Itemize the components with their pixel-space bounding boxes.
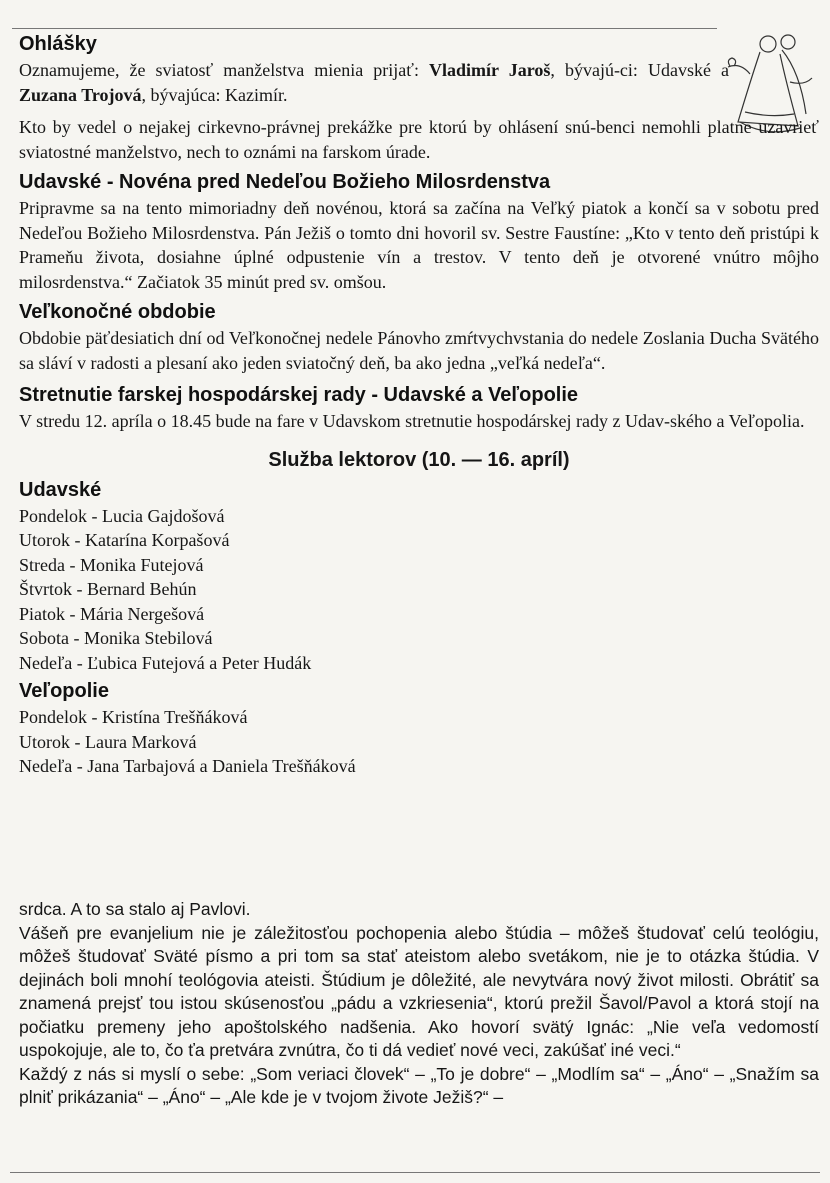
council-title: Stretnutie farskej hospodárskej rady - Udavské a Veľopolie xyxy=(19,384,579,406)
udavske-lectors-title: Udavské xyxy=(19,478,102,501)
announcements-title: Ohlášky xyxy=(19,33,97,55)
bride-name: Zuzana Trojová xyxy=(19,84,142,105)
article-paragraph-3: Každý z nás si myslí o sebe: „Som veriaci človek“ – „To je dobre“ – „Modlím sa“ – „Áno“ – „Snažím sa plniť prikázania“ – „Áno“ – „Ale kde je v tvojom živote Ježiš?“ – xyxy=(19,1063,819,1107)
lector-item: Streda - Monika Futejová xyxy=(19,554,204,575)
article-paragraph-2: Vášeň pre evanjelium nie je záležitosťou pochopenia alebo štúdia – môžeš študovať celú teológiu, môžeš študovať Sväté písmo a pri tom sa stať ateistom alebo svetákom, nie je to otázka štúdia. V dejinách boli mnohí teológovia ateisti. Štúdium je dôležité, ale nevytvára nový život milosti. Obrátiť sa znamená prejsť tou istou skúsenosťou „pádu a vzkriesenia“, ktorú prežil Šavol/Pavol a ktorá stojí na počiatku premeny jeho apoštolského nadšenia. Ako hovorí svätý Ignác: „Nie veľa vedomostí uspokojuje, ale to, čo ťa pretvára zvnútra, čo ti dá vedieť nové veci, zakúšať iné veci.“ xyxy=(19,922,819,1060)
novena-paragraph: Pripravme sa na tento mimoriadny deň novénou, ktorá sa začína na Veľký piatok a končí sa v sobotu pred Nedeľou Božieho Milosrdenstva. Pán Ježiš o tomto dni hovoril sv. Sestre Faustíne: „Kto v tento deň pristúpi k Prameňu života, dosiahne úplné odpustenie vín a trestov. V tento deň je otvorené vnútro môjho milosrdenstva.“ Začiatok 35 minút pred sv. omšou. xyxy=(19,198,819,292)
announcement-text-start: Oznamujeme, že sviatosť manželstva mienia prijať: xyxy=(19,60,430,80)
announcements-content xyxy=(19,30,819,779)
lector-item: Nedeľa - Ľubica Futejová a Peter Hudák xyxy=(19,652,312,673)
lectors-title: Služba lektorov (10. — 16. apríl) xyxy=(268,448,570,471)
lector-item: Utorok - Katarína Korpašová xyxy=(19,530,230,550)
council-paragraph: V stredu 12. apríla o 18.45 bude na fare v Udavskom stretnutie hospodárskej rady z Udav-ského a Veľopolia. xyxy=(19,411,805,431)
lector-item: Nedeľa - Jana Tarbajová a Daniela Trešňáková xyxy=(19,756,356,776)
groom-name: Vladimír Jaroš xyxy=(429,60,551,80)
impediment-paragraph: Kto by vedel o nejakej cirkevno-právnej prekážke pre ktorú by ohlásení snú-benci nemohli platne uzavrieť sviatostné manželstvo, nech to oznámi na farskom úrade. xyxy=(19,117,819,162)
lector-item: Pondelok - Kristína Trešňáková xyxy=(19,707,248,727)
announcements-paragraph xyxy=(19,58,819,107)
article-continuation xyxy=(19,898,819,1110)
velopolie-lectors-title: Veľopolie xyxy=(19,680,109,702)
announcement-text-middle: , bývajú-ci: Udavské a xyxy=(550,60,729,80)
top-rule xyxy=(12,28,717,29)
lector-item: Sobota - Monika Stebilová xyxy=(19,628,213,648)
lector-item: Pondelok - Lucia Gajdošová xyxy=(19,505,225,526)
lector-item: Utorok - Laura Marková xyxy=(19,731,197,752)
lector-item: Piatok - Mária Nergešová xyxy=(19,603,205,624)
easter-paragraph: Obdobie päťdesiatich dní od Veľkonočnej nedele Pánovho zmŕtvychvstania do nedele Zoslania Ducha Svätého sa sláví v radosti a plesaní ako jeden sviatočný deň, ba ako jedna „veľká nedeľa“. xyxy=(19,328,819,373)
lector-item: Štvrtok - Bernard Behún xyxy=(19,579,197,599)
easter-title: Veľkonočné obdobie xyxy=(19,301,216,323)
novena-title: Udavské - Novéna pred Nedeľou Božieho Milosrdenstva xyxy=(19,171,551,193)
bottom-rule xyxy=(10,1172,820,1173)
announcement-text-end: , bývajúca: Kazimír. xyxy=(141,84,288,105)
article-paragraph-1: srdca. A to sa stalo aj Pavlovi. xyxy=(19,899,251,919)
